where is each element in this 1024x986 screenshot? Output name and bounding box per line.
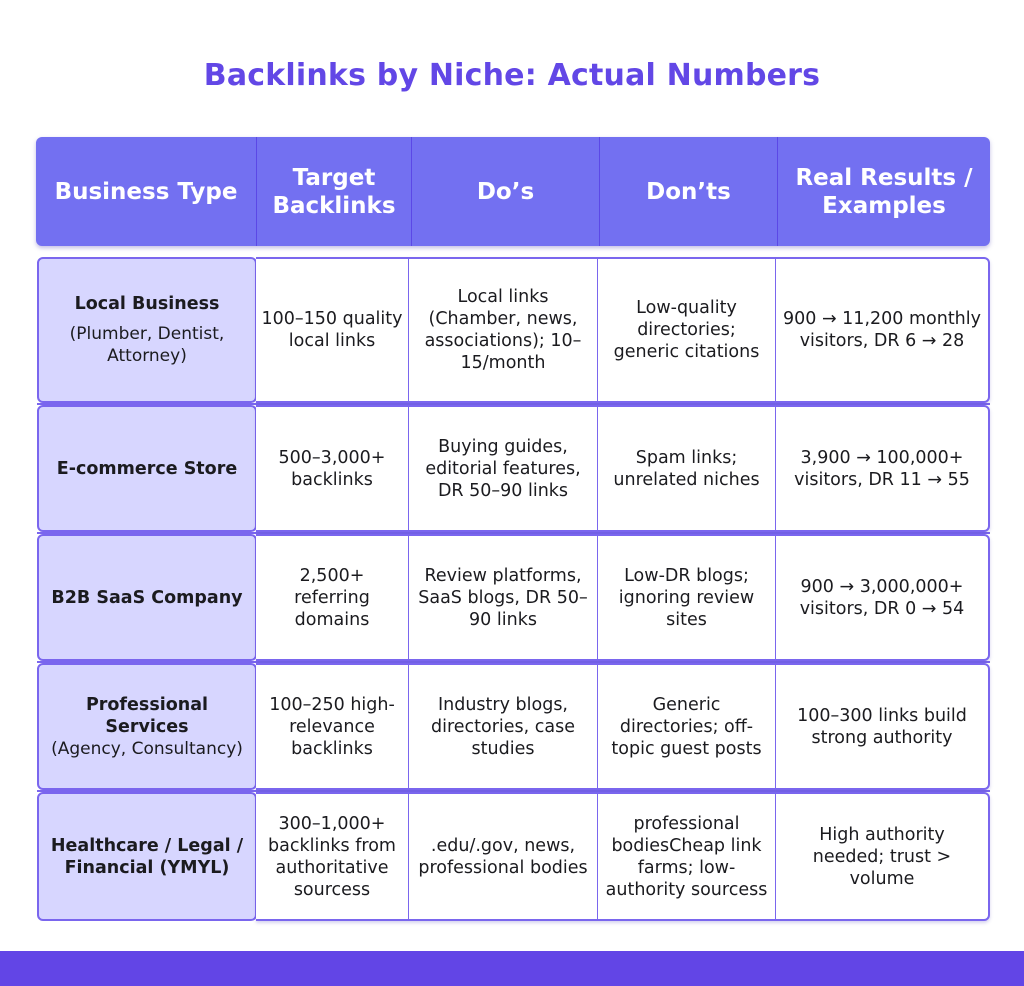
- table-body: [37, 257, 990, 921]
- donts-cell: Spam links; unrelated niches: [598, 407, 776, 530]
- header-target-backlinks: Target Backlinks: [257, 137, 412, 246]
- results-cell: High authority needed; trust > volume: [812, 824, 952, 889]
- target-backlinks-cell: 2,500+ referring domains: [256, 536, 409, 659]
- dos-cell: Review platforms, SaaS blogs, DR 50–90 links: [409, 536, 598, 659]
- table-row: [37, 534, 990, 663]
- business-type-cell: [37, 257, 257, 403]
- dos-cell: Buying guides, editorial features, DR 50–90 links: [409, 407, 598, 530]
- table-row: [37, 405, 990, 534]
- target-backlinks-cell: 500–3,000+ backlinks: [256, 407, 409, 530]
- table-row: [37, 257, 990, 405]
- business-type-examples: (Plumber, Dentist, Attorney): [69, 324, 225, 366]
- results-cell: 100–300 links build strong authority: [797, 705, 967, 748]
- business-type-cell: [37, 792, 257, 921]
- page-title: Backlinks by Niche: Actual Numbers: [203, 58, 821, 93]
- results-cell: 900 → 3,000,000+ visitors, DR 0 → 54: [799, 576, 965, 619]
- header-dos: Do’s: [412, 137, 600, 246]
- table-row: [37, 663, 990, 792]
- business-type-name: Professional Services: [85, 694, 209, 737]
- donts-cell: professional bodiesCheap link farms; low-authority sourcess: [598, 794, 776, 919]
- table-row: [37, 792, 990, 921]
- target-backlinks-cell: 100–150 quality local links: [256, 259, 409, 401]
- business-type-cell: [37, 405, 257, 532]
- donts-cell: Generic directories; off-topic guest posts: [598, 665, 776, 788]
- footer-bar: [0, 951, 1024, 986]
- table-header: [36, 137, 990, 246]
- business-type-name: B2B SaaS Company: [51, 587, 243, 608]
- business-type-examples: (Agency, Consultancy): [51, 738, 243, 759]
- business-type-name: Healthcare / Legal / Financial (YMYL): [50, 835, 244, 878]
- target-backlinks-cell: 300–1,000+ backlinks from authoritative sourcess: [256, 794, 409, 919]
- donts-cell: Low-quality directories; generic citations: [598, 259, 776, 401]
- dos-cell: Local links (Chamber, news, associations); 10–15/month: [409, 259, 598, 401]
- header-results: Real Results / Examples: [795, 164, 973, 219]
- business-type-name: Local Business: [74, 294, 220, 314]
- header-donts: Don’ts: [600, 137, 778, 246]
- results-cell: 3,900 → 100,000+ visitors, DR 11 → 55: [794, 447, 970, 490]
- business-type-cell: [37, 534, 257, 661]
- business-type-name: E-commerce Store: [56, 458, 238, 479]
- results-cell: 900 → 11,200 monthly visitors, DR 6 → 28: [782, 309, 981, 351]
- header-business-type: Business Type: [36, 137, 257, 246]
- business-type-cell: [37, 663, 257, 790]
- target-backlinks-cell: 100–250 high-relevance backlinks: [256, 665, 409, 788]
- dos-cell: Industry blogs, directories, case studies: [409, 665, 598, 788]
- donts-cell: Low-DR blogs; ignoring review sites: [598, 536, 776, 659]
- dos-cell: .edu/.gov, news, professional bodies: [409, 794, 598, 919]
